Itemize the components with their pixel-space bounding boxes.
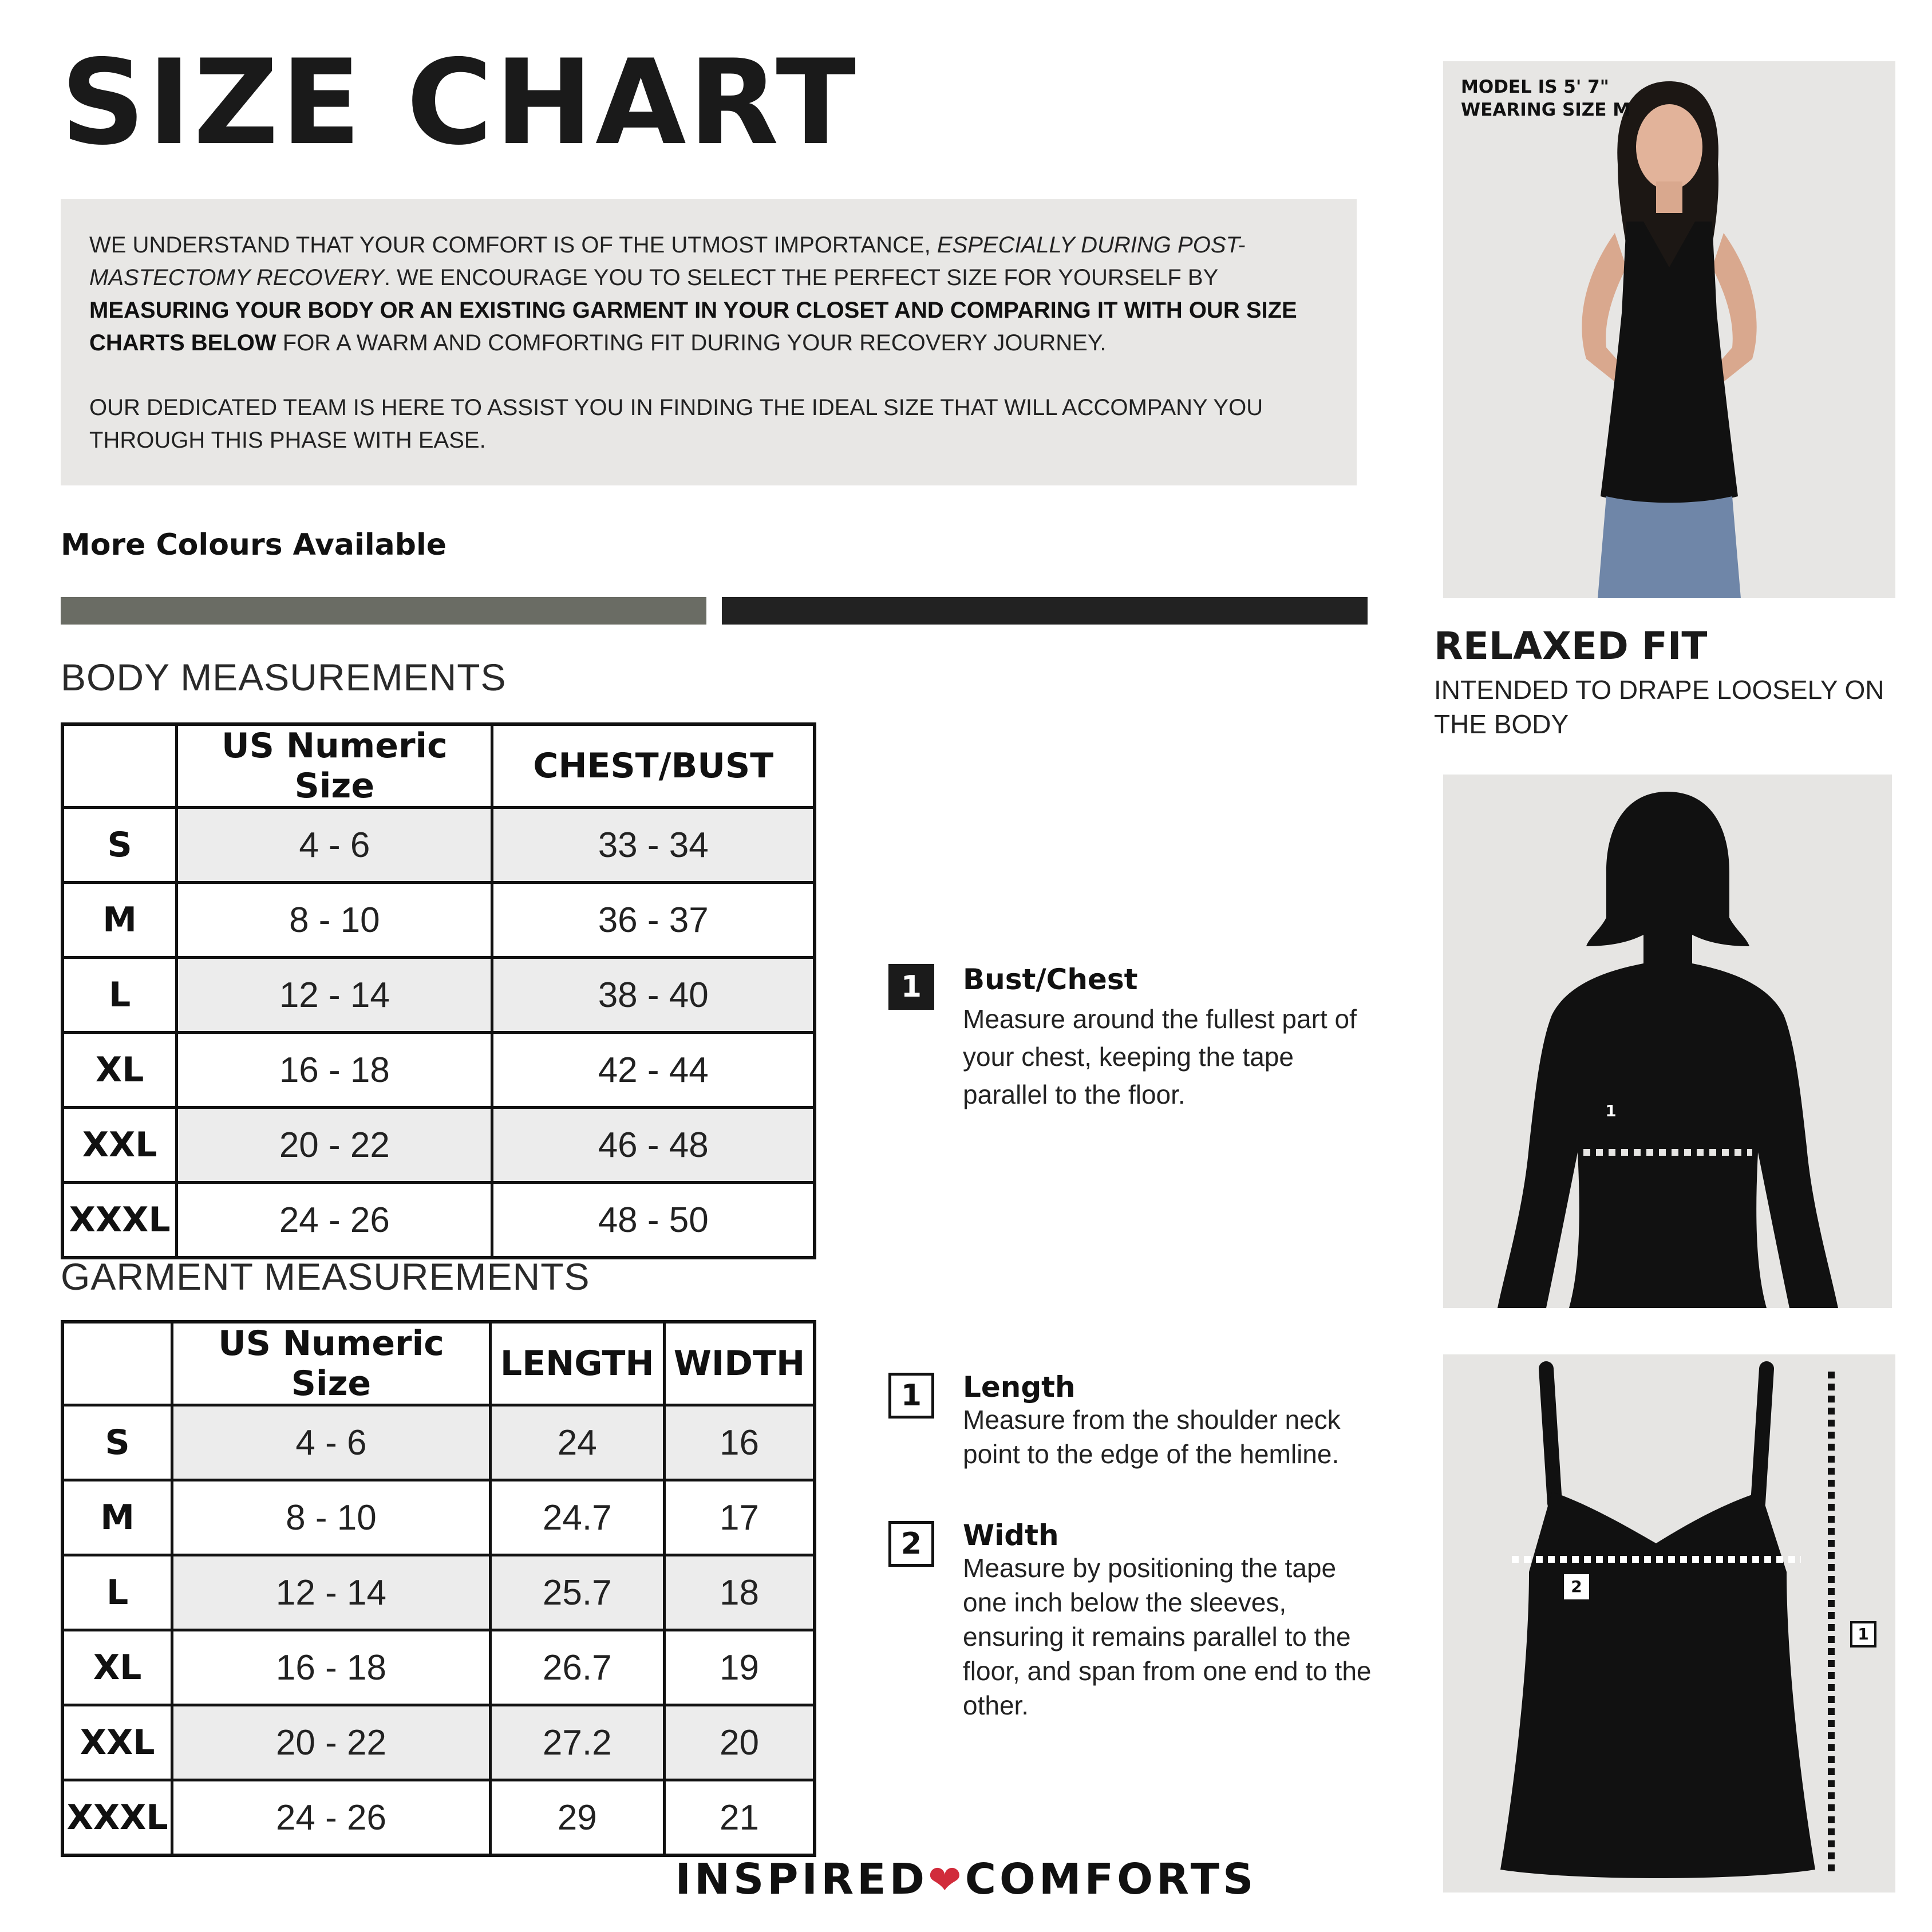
body-measurements-heading: BODY MEASUREMENTS bbox=[61, 656, 507, 698]
header-cell: US Numeric Size bbox=[177, 724, 492, 808]
table-cell: 33 - 34 bbox=[492, 808, 815, 883]
table-row bbox=[62, 1630, 815, 1705]
table-cell: 48 - 50 bbox=[492, 1183, 815, 1258]
table-cell: 18 bbox=[664, 1555, 815, 1630]
table-cell: 38 - 40 bbox=[492, 958, 815, 1033]
header-cell: WIDTH bbox=[664, 1322, 815, 1405]
table-row bbox=[62, 1480, 815, 1555]
table-cell: 12 - 14 bbox=[177, 958, 492, 1033]
bust-number-badge: 1 bbox=[888, 964, 934, 1010]
intro-box bbox=[61, 199, 1357, 485]
table-cell: 25.7 bbox=[490, 1555, 664, 1630]
body-measurements-table bbox=[61, 722, 816, 1259]
size-label: S bbox=[62, 1405, 172, 1480]
intro-paragraph-1: WE UNDERSTAND THAT YOUR COMFORT IS OF THE UTMOST IMPORTANCE, ESPECIALLY DURING POST-MASTECTOMY RECOVERY. WE ENCOURAGE YOU TO SELECT THE PERFECT SIZE FOR YOURSELF BY MEASURING YOUR BODY OR AN EXISTING GARMENT IN YOUR CLOSET AND COMPARING IT WITH OUR SIZE CHARTS BELOW FOR A WARM AND COMFORTING FIT DURING YOUR RECOVERY JOURNEY. bbox=[89, 232, 1297, 355]
fit-subtitle: INTENDED TO DRAPE LOOSELY ON THE BODY bbox=[1434, 675, 1884, 739]
table-cell: 26.7 bbox=[490, 1630, 664, 1705]
size-label: L bbox=[62, 1555, 172, 1630]
table-header-row bbox=[62, 1322, 815, 1405]
table-cell: 16 bbox=[664, 1405, 815, 1480]
fit-title: RELAXED FIT bbox=[1434, 624, 1708, 668]
table-cell: 24 - 26 bbox=[172, 1780, 490, 1856]
page-title: SIZE CHART bbox=[61, 35, 859, 171]
table-row bbox=[62, 1405, 815, 1480]
table-row bbox=[62, 1705, 815, 1780]
table-cell: 36 - 37 bbox=[492, 883, 815, 958]
width-instruction-title: Width bbox=[963, 1519, 1059, 1552]
table-row bbox=[62, 1108, 815, 1183]
model-photo bbox=[1443, 61, 1895, 598]
table-cell: 24 - 26 bbox=[177, 1183, 492, 1258]
size-label: M bbox=[62, 1480, 172, 1555]
body-diagram bbox=[1443, 775, 1892, 1308]
bust-instruction-text: Measure around the fullest part of your chest, keeping the tape parallel to the floor. bbox=[963, 1004, 1357, 1109]
length-instruction-title: Length bbox=[963, 1370, 1076, 1404]
width-number-badge: 2 bbox=[888, 1521, 934, 1567]
header-cell bbox=[62, 724, 177, 808]
bust-marker: 1 bbox=[1605, 1101, 1617, 1120]
length-marker: 1 bbox=[1858, 1625, 1869, 1643]
size-label: XXL bbox=[62, 1108, 177, 1183]
heart-icon: ❤ bbox=[928, 1856, 965, 1903]
size-label: S bbox=[62, 808, 177, 883]
colour-swatch-black[interactable] bbox=[722, 597, 1368, 625]
length-number-badge: 1 bbox=[888, 1373, 934, 1419]
colour-swatch-grey[interactable] bbox=[61, 597, 706, 625]
size-label: XXL bbox=[62, 1705, 172, 1780]
size-label: XXXL bbox=[62, 1183, 177, 1258]
intro-paragraph-2: OUR DEDICATED TEAM IS HERE TO ASSIST YOU IN FINDING THE IDEAL SIZE THAT WILL ACCOMPANY YOU THROUGH THIS PHASE WITH EASE. bbox=[89, 395, 1263, 453]
size-label: XL bbox=[62, 1033, 177, 1108]
header-cell: LENGTH bbox=[490, 1322, 664, 1405]
table-row bbox=[62, 808, 815, 883]
table-cell: 19 bbox=[664, 1630, 815, 1705]
table-cell: 8 - 10 bbox=[172, 1480, 490, 1555]
table-cell: 17 bbox=[664, 1480, 815, 1555]
photo-caption-line: MODEL IS 5' 7" bbox=[1461, 77, 1609, 97]
table-cell: 27.2 bbox=[490, 1705, 664, 1780]
width-instruction-text: Measure by positioning the tape one inch below the sleeves, ensuring it remains parallel to the floor, and span from one end to the other. bbox=[963, 1553, 1372, 1720]
length-instruction-text: Measure from the shoulder neck point to the edge of the hemline. bbox=[963, 1405, 1341, 1469]
garment-measurements-heading: GARMENT MEASUREMENTS bbox=[61, 1255, 590, 1298]
table-row bbox=[62, 883, 815, 958]
table-cell: 8 - 10 bbox=[177, 883, 492, 958]
table-cell: 4 - 6 bbox=[177, 808, 492, 883]
table-cell: 20 - 22 bbox=[177, 1108, 492, 1183]
header-cell: US Numeric Size bbox=[172, 1322, 490, 1405]
table-cell: 16 - 18 bbox=[172, 1630, 490, 1705]
size-label: L bbox=[62, 958, 177, 1033]
table-cell: 4 - 6 bbox=[172, 1405, 490, 1480]
garment-measurements-table bbox=[61, 1320, 816, 1857]
table-cell: 21 bbox=[664, 1780, 815, 1856]
brand-name-left: INSPIRED bbox=[675, 1855, 929, 1904]
brand-name-right: COMFORTS bbox=[965, 1855, 1257, 1904]
table-row bbox=[62, 1183, 815, 1258]
photo-caption-line: WEARING SIZE M bbox=[1461, 100, 1631, 120]
width-marker: 2 bbox=[1571, 1577, 1582, 1596]
table-cell: 42 - 44 bbox=[492, 1033, 815, 1108]
size-label: M bbox=[62, 883, 177, 958]
header-cell bbox=[62, 1322, 172, 1405]
bust-instruction-title: Bust/Chest bbox=[963, 963, 1138, 996]
more-colours-label: More Colours Available bbox=[61, 528, 447, 562]
table-row bbox=[62, 1780, 815, 1856]
size-label: XL bbox=[62, 1630, 172, 1705]
table-cell: 24 bbox=[490, 1405, 664, 1480]
body-silhouette-icon bbox=[1443, 775, 1892, 1308]
header-cell: CHEST/BUST bbox=[492, 724, 815, 808]
table-row bbox=[62, 958, 815, 1033]
camisole-icon bbox=[1443, 1354, 1895, 1893]
size-label: XXXL bbox=[62, 1780, 172, 1856]
table-cell: 12 - 14 bbox=[172, 1555, 490, 1630]
table-cell: 24.7 bbox=[490, 1480, 664, 1555]
table-row bbox=[62, 1033, 815, 1108]
table-cell: 29 bbox=[490, 1780, 664, 1856]
table-row bbox=[62, 1555, 815, 1630]
table-cell: 20 bbox=[664, 1705, 815, 1780]
table-header-row bbox=[62, 724, 815, 808]
table-cell: 20 - 22 bbox=[172, 1705, 490, 1780]
photo-caption bbox=[1461, 76, 1630, 121]
model-illustration bbox=[1443, 61, 1895, 598]
table-cell: 46 - 48 bbox=[492, 1108, 815, 1183]
table-cell: 16 - 18 bbox=[177, 1033, 492, 1108]
brand-logo bbox=[0, 1855, 1932, 1904]
garment-diagram bbox=[1443, 1354, 1895, 1893]
